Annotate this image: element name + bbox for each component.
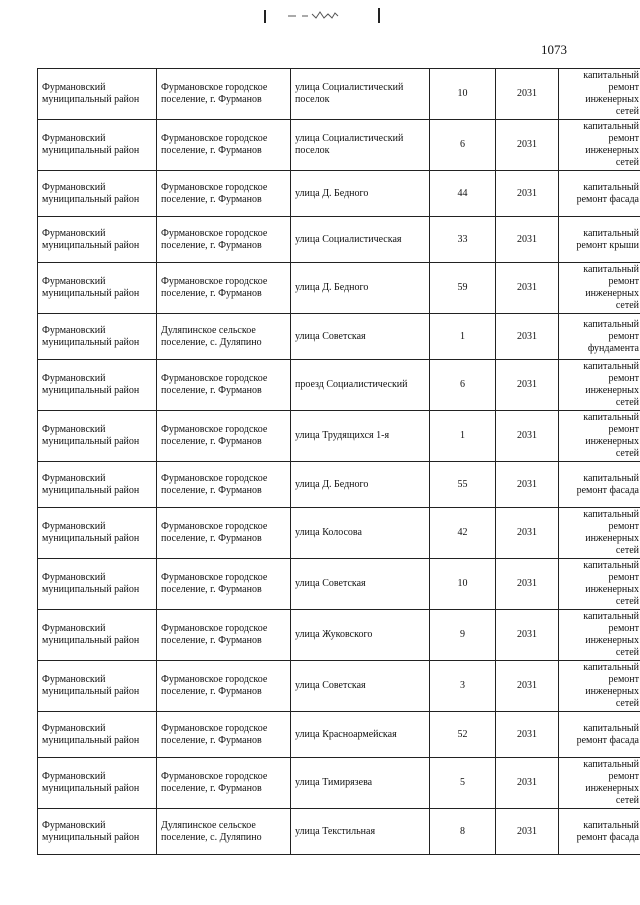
work-type-cell: капитальный ремонт инженерных сетей [559, 661, 640, 712]
street-cell: улица Советская [291, 661, 430, 712]
page-number: 1073 [541, 42, 567, 57]
year-cell: 2031 [496, 610, 559, 661]
table-row [38, 360, 640, 411]
street-cell: проезд Социалистический [291, 360, 430, 411]
work-type-cell: капитальный ремонт инженерных сетей [559, 411, 640, 462]
work-type-cell: капитальный ремонт инженерных сетей [559, 360, 640, 411]
settlement-cell: Фурмановское городское поселение, г. Фурманов [157, 411, 291, 462]
district-cell: Фурмановский муниципальный район [38, 171, 157, 217]
settlement-cell: Фурмановское городское поселение, г. Фурманов [157, 69, 291, 120]
house-number-cell: 10 [430, 559, 496, 610]
repair-schedule-table [37, 68, 640, 855]
district-cell: Фурмановский муниципальный район [38, 462, 157, 508]
house-number-cell: 6 [430, 360, 496, 411]
house-number-cell: 55 [430, 462, 496, 508]
table-row [38, 610, 640, 661]
settlement-cell: Фурмановское городское поселение, г. Фурманов [157, 610, 291, 661]
year-cell: 2031 [496, 171, 559, 217]
work-type-cell: капитальный ремонт инженерных сетей [559, 610, 640, 661]
settlement-cell: Фурмановское городское поселение, г. Фурманов [157, 263, 291, 314]
district-cell: Фурмановский муниципальный район [38, 508, 157, 559]
district-cell: Фурмановский муниципальный район [38, 69, 157, 120]
house-number-cell: 44 [430, 171, 496, 217]
year-cell: 2031 [496, 217, 559, 263]
street-cell: улица Социалистический поселок [291, 120, 430, 171]
scan-binding-mark [262, 6, 382, 26]
settlement-cell: Фурмановское городское поселение, г. Фурманов [157, 120, 291, 171]
district-cell: Фурмановский муниципальный район [38, 360, 157, 411]
year-cell: 2031 [496, 462, 559, 508]
district-cell: Фурмановский муниципальный район [38, 120, 157, 171]
house-number-cell: 52 [430, 712, 496, 758]
work-type-cell: капитальный ремонт инженерных сетей [559, 263, 640, 314]
work-type-cell: капитальный ремонт фасада [559, 712, 640, 758]
street-cell: улица Д. Бедного [291, 263, 430, 314]
settlement-cell: Фурмановское городское поселение, г. Фурманов [157, 171, 291, 217]
house-number-cell: 1 [430, 411, 496, 462]
settlement-cell: Фурмановское городское поселение, г. Фурманов [157, 462, 291, 508]
work-type-cell: капитальный ремонт инженерных сетей [559, 559, 640, 610]
house-number-cell: 5 [430, 758, 496, 809]
street-cell: улица Социалистический поселок [291, 69, 430, 120]
district-cell: Фурмановский муниципальный район [38, 559, 157, 610]
house-number-cell: 6 [430, 120, 496, 171]
work-type-cell: капитальный ремонт инженерных сетей [559, 508, 640, 559]
year-cell: 2031 [496, 314, 559, 360]
year-cell: 2031 [496, 758, 559, 809]
table-row [38, 263, 640, 314]
work-type-cell: капитальный ремонт фасада [559, 171, 640, 217]
work-type-cell: капитальный ремонт инженерных сетей [559, 69, 640, 120]
table-row [38, 120, 640, 171]
street-cell: улица Трудящихся 1-я [291, 411, 430, 462]
year-cell: 2031 [496, 559, 559, 610]
house-number-cell: 8 [430, 809, 496, 855]
district-cell: Фурмановский муниципальный район [38, 217, 157, 263]
settlement-cell: Дуляпинское сельское поселение, с. Дуляпино [157, 809, 291, 855]
settlement-cell: Фурмановское городское поселение, г. Фурманов [157, 508, 291, 559]
district-cell: Фурмановский муниципальный район [38, 314, 157, 360]
house-number-cell: 59 [430, 263, 496, 314]
year-cell: 2031 [496, 360, 559, 411]
work-type-cell: капитальный ремонт фасада [559, 809, 640, 855]
house-number-cell: 10 [430, 69, 496, 120]
table-row [38, 559, 640, 610]
work-type-cell: капитальный ремонт крыши [559, 217, 640, 263]
year-cell: 2031 [496, 661, 559, 712]
settlement-cell: Фурмановское городское поселение, г. Фурманов [157, 661, 291, 712]
district-cell: Фурмановский муниципальный район [38, 809, 157, 855]
table-row [38, 508, 640, 559]
year-cell: 2031 [496, 120, 559, 171]
street-cell: улица Социалистическая [291, 217, 430, 263]
district-cell: Фурмановский муниципальный район [38, 758, 157, 809]
table-row [38, 462, 640, 508]
street-cell: улица Красноармейская [291, 712, 430, 758]
year-cell: 2031 [496, 712, 559, 758]
settlement-cell: Фурмановское городское поселение, г. Фурманов [157, 559, 291, 610]
street-cell: улица Советская [291, 314, 430, 360]
street-cell: улица Текстильная [291, 809, 430, 855]
work-type-cell: капитальный ремонт фундамента [559, 314, 640, 360]
table-row [38, 758, 640, 809]
year-cell: 2031 [496, 263, 559, 314]
street-cell: улица Жуковского [291, 610, 430, 661]
district-cell: Фурмановский муниципальный район [38, 411, 157, 462]
street-cell: улица Д. Бедного [291, 462, 430, 508]
street-cell: улица Д. Бедного [291, 171, 430, 217]
table-row [38, 69, 640, 120]
street-cell: улица Колосова [291, 508, 430, 559]
settlement-cell: Дуляпинское сельское поселение, с. Дуляпино [157, 314, 291, 360]
table-row [38, 809, 640, 855]
street-cell: улица Тимирязева [291, 758, 430, 809]
table-row [38, 171, 640, 217]
house-number-cell: 1 [430, 314, 496, 360]
table-row [38, 712, 640, 758]
table-row [38, 314, 640, 360]
district-cell: Фурмановский муниципальный район [38, 712, 157, 758]
house-number-cell: 3 [430, 661, 496, 712]
settlement-cell: Фурмановское городское поселение, г. Фурманов [157, 217, 291, 263]
district-cell: Фурмановский муниципальный район [38, 661, 157, 712]
house-number-cell: 9 [430, 610, 496, 661]
year-cell: 2031 [496, 69, 559, 120]
year-cell: 2031 [496, 508, 559, 559]
house-number-cell: 42 [430, 508, 496, 559]
house-number-cell: 33 [430, 217, 496, 263]
settlement-cell: Фурмановское городское поселение, г. Фурманов [157, 712, 291, 758]
work-type-cell: капитальный ремонт фасада [559, 462, 640, 508]
settlement-cell: Фурмановское городское поселение, г. Фурманов [157, 758, 291, 809]
table-row [38, 661, 640, 712]
table-row [38, 217, 640, 263]
year-cell: 2031 [496, 411, 559, 462]
district-cell: Фурмановский муниципальный район [38, 610, 157, 661]
year-cell: 2031 [496, 809, 559, 855]
work-type-cell: капитальный ремонт инженерных сетей [559, 120, 640, 171]
settlement-cell: Фурмановское городское поселение, г. Фурманов [157, 360, 291, 411]
district-cell: Фурмановский муниципальный район [38, 263, 157, 314]
street-cell: улица Советская [291, 559, 430, 610]
table-row [38, 411, 640, 462]
work-type-cell: капитальный ремонт инженерных сетей [559, 758, 640, 809]
